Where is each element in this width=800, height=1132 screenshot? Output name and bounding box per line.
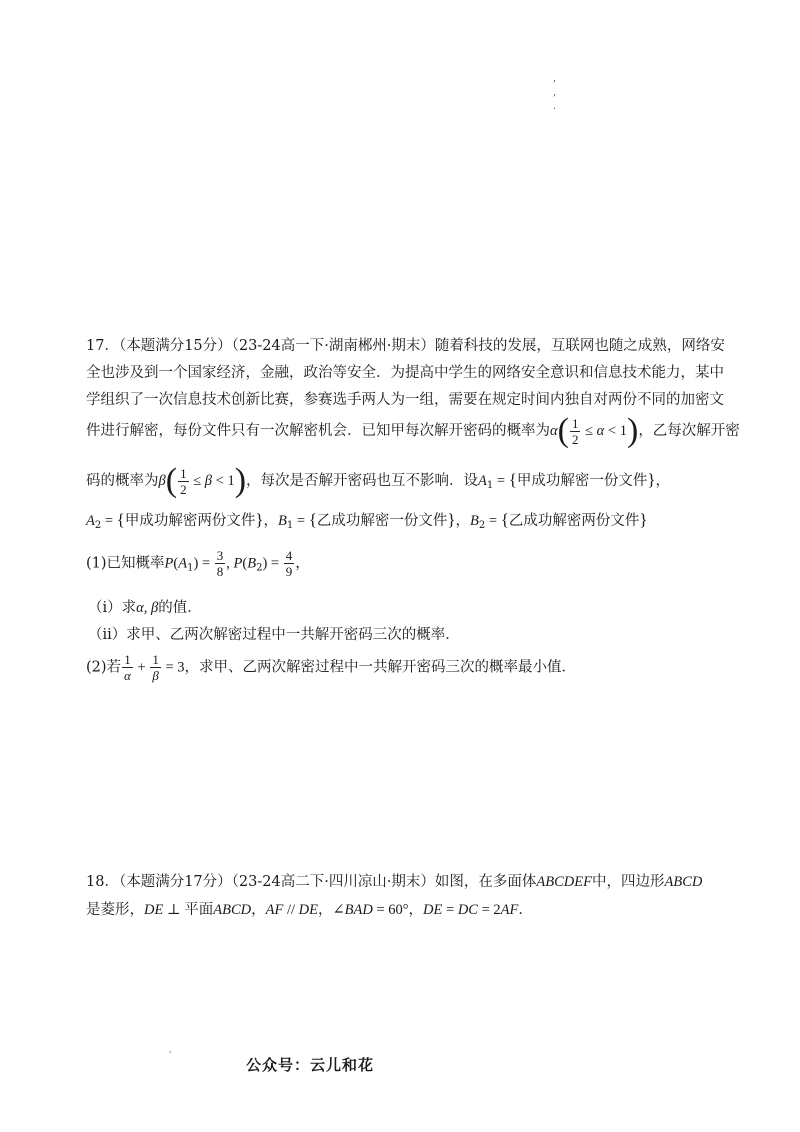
q18-source: （本题满分17分）（23-24高二下·四川凉山·期末）: [118, 874, 435, 890]
set-a1: 甲成功解密一份文件: [516, 473, 648, 489]
q17-line4: 件进行解密，每份文件只有一次解密机会．已知甲每次解开密码的概率为α( $\frac{1}{2}$ ≤ α < 1)，乙每次解开密: [86, 412, 740, 449]
footer-text: 公众号：云儿和花: [246, 1056, 375, 1074]
q18-line2: 是菱形，DE ⊥ 平面ABCD，AF // DE，∠BAD = 60°，DE = DC = 2AF．: [86, 902, 533, 918]
set-b2: 乙成功解密两份文件: [508, 513, 640, 529]
sub-i-label: （i）求: [88, 600, 137, 616]
set-a2: 甲成功解密两份文件: [124, 513, 256, 529]
part2-post: ，求甲、乙两次解密过程中一共解开密码三次的概率最小值．: [184, 659, 576, 676]
q17-line5: 码的概率为β( $\frac{1}{2}$ ≤ β < 1)，每次是否解开密码也互不影响．设$A_1$ = {甲成功解密一份文件}，: [86, 462, 671, 499]
footer-mark: ': [169, 1050, 172, 1059]
q18-text-b: 中，四边形: [592, 874, 665, 890]
q17-part1: (1)已知概率$P(A_1)$ = $\frac{3}{8}$ , $P(B_2)$ = $\frac{4}{9}$ ，: [86, 548, 310, 579]
q17-line1: [86, 334, 725, 355]
q18-text-a: 如图，在多面体: [434, 874, 537, 890]
q17-line5-pre: 码的概率为: [86, 473, 159, 489]
mark: .: [553, 101, 557, 112]
set-b1: 乙成功解密一份文件: [316, 513, 448, 529]
q17-number: 17．: [86, 338, 119, 354]
q18-number: 18．: [86, 874, 119, 890]
q17-line3: 学组织了一次信息技术创新比赛，参赛选手两人为一组，需要在规定时间内独自对两份不同的加密文: [86, 392, 724, 408]
q18-line2-a: 是菱形，: [86, 902, 144, 918]
part1-label: (1)已知概率: [86, 555, 165, 572]
q17-text: 随着科技的发展，互联网也随之成熟，网络安: [434, 338, 725, 354]
quad-name: ABCD: [664, 874, 703, 890]
part2-label: (2)若: [86, 659, 122, 676]
q18-line1: [86, 870, 702, 891]
q17-line4-pre: 件进行解密，每份文件只有一次解密机会．已知甲每次解开密码的概率为: [86, 423, 550, 439]
polyhedron-name: ABCDEF: [536, 874, 592, 890]
q17-source: （本题满分15分）（23-24高一下·湖南郴州·期末）: [118, 338, 435, 354]
top-marks: [553, 72, 556, 114]
q17-line6: $A_2$ = {甲成功解密两份文件}，$B_1$ = {乙成功解密一份文件}，$B_2$ = {乙成功解密两份文件}: [86, 510, 648, 531]
q17-line4-post: ，乙每次解开密: [638, 423, 740, 439]
q18-line2-b: 平面: [184, 902, 214, 918]
mark: ,: [553, 87, 557, 98]
q17-line2: 全也涉及到一个国家经济，金融，政治等安全．为提高中学生的网络安全意识和信息技术能力，某中: [86, 365, 724, 381]
q17-sub-ii: （ii）求甲、乙两次解密过程中一共解开密码三次的概率．: [88, 627, 460, 643]
q17-part2: (2)若 $\frac{1}{\alpha}$ + $\frac{1}{\beta}$ = 3，求甲、乙两次解密过程中一共解开密码三次的概率最小值．: [86, 652, 576, 683]
q17-sub-i: （i）求α, β的值．: [88, 600, 202, 616]
mark: ,: [553, 73, 557, 84]
sub-i-post: 的值．: [158, 600, 202, 616]
q17-line5-mid: ，每次是否解开密码也互不影响．设: [246, 473, 479, 489]
